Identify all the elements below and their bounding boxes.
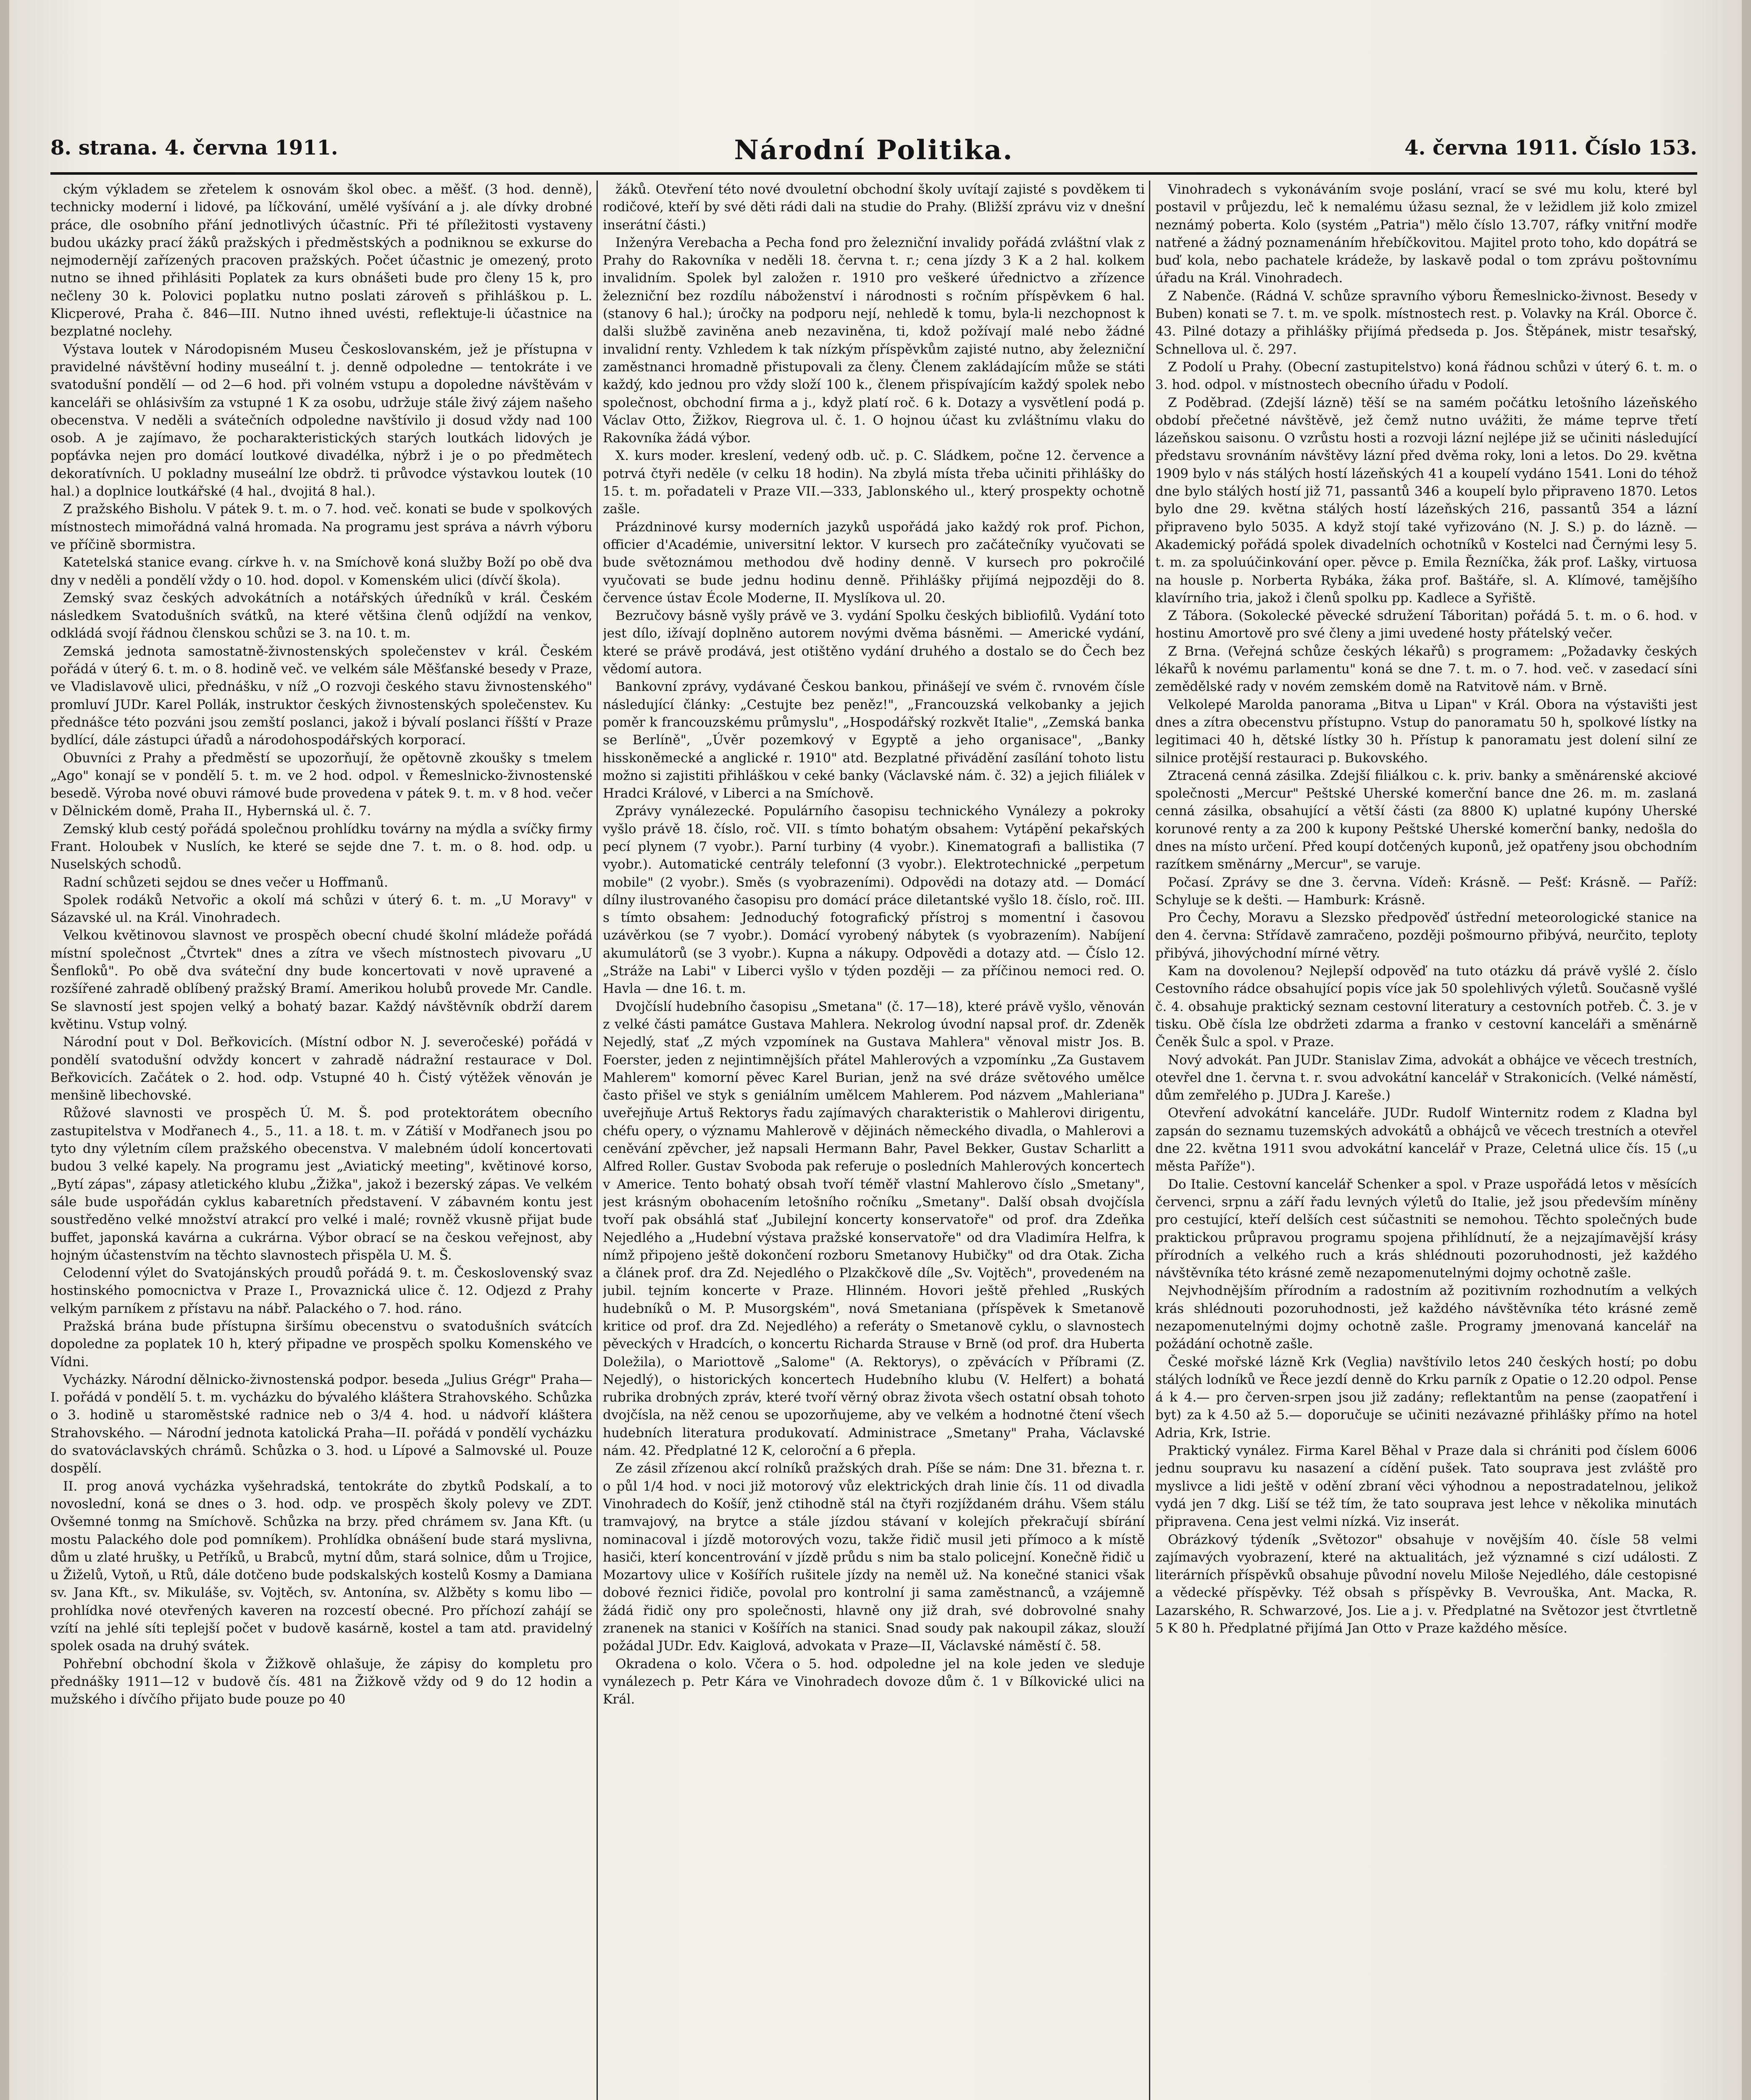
column-divider-2 <box>1149 181 1150 2100</box>
article-paragraph: Obuvníci z Prahy a předměstí se upozorňují, že opětovně zkoušky s tmelem „Ago" konají se v pondělí 5. t. m. ve 2 hod. odpol. v Řemeslnicko-živnostenské besedě. Výroba nové obuvi rámové bude provedena v pátek 9. t. m. v 8 hod. večer v Dělnickém domě, Praha II., Hybernská ul. č. 7. <box>50 750 592 819</box>
article-paragraph: Vycházky. Národní dělnicko-živnostenská podpor. beseda „Julius Grégr" Praha—I. pořádá v pondělí 5. t. m. vycházku do bývalého kláštera Strahovského. Schůzka o 3. hodině u staroměstské radnice neb o 3/4 4. hod. u nádvoří kláštera Strahovského. — Národní jednota katolická Praha—II. pořádá v pondělí vycházku do svatováclavských chrámů. Schůzka o 3. hod. u Lípové a Salmovské ul. Pouze dospělí. <box>50 1372 592 1476</box>
article-paragraph: Inženýra Verebacha a Pecha fond pro železniční invalidy pořádá zvláštní vlak z Prahy do Rakovníka v neděli 18. června t. r.; cena jízdy 3 K a 2 hal. kolkem invalidním. Spolek byl založen r. 1910 pro veškeré úřednictvo a zřízence železniční bez rozdílu náboženství i národnosti s ročním příspěvkem 6 hal. (stanovy 6 hal.); úročky na podporu nejí, nehledě k tomu, byla-li nezchopnost k dalši službě zaviněna aneb nezaviněna, ti, kdož požívají malé nebo žádné invalidní renty. Vzhledem k tak nízkým příspěvkům zajisté nutno, aby železniční zaměstnanci hromadně přistupovali za členy. Členem zakládajícím může se státi každý, kdo jednou pro vždy složí 100 k., členem přispívajícím každý spolek nebo společnost, obchodní firma a j., když platí roč. 6 k. Dotazy a vysvětlení podá p. Václav Otto, Žižkov, Riegrova ul. č. 1. O hojnou účast ku zvláštnímu vlaku do Rakovníka žádá výbor. <box>603 235 1145 446</box>
article-paragraph: Národní pout v Dol. Beřkovicích. (Místní odbor N. J. severočeské) pořádá v pondělí svatodušní odvždy koncert v zahradě nádražní restaurace v Dol. Beřkovicích. Začátek o 2. hod. odp. Vstupné 40 h. Čistý výtěžek věnován je menšině libechovské. <box>50 1034 592 1103</box>
article-paragraph: Z Nabenče. (Rádná V. schůze spravního výboru Řemeslnicko-živnost. Besedy v Buben) konati se 7. t. m. ve spolk. místnostech rest. p. Volavky na Král. Oborce č. 43. Pilné dotazy a přihlášky přijímá předseda p. Jos. Štěpánek, mistr tesařský, Schnellova ul. č. 297. <box>1155 288 1697 357</box>
article-paragraph: Zemská jednota samostatně-živnostenských společenstev v král. Českém pořádá v úterý 6. t. m. o 8. hodině več. ve velkém sále Měšťanské besedy v Praze, ve Vladislavově ulici, přednášku, v níž „O rozvoji českého stavu živnostenského" promluví JUDr. Karel Pollák, instruktor českých živnostenských společenstev. Ku přednášce této pozváni jsou zemští poslanci, jakož i bývalí poslanci říšští v Praze bydlící, dále zástupci úřadů a národohospodářských korporací. <box>50 643 592 748</box>
masthead-title: Národní Politika. <box>734 134 1014 166</box>
article-paragraph: Okradena o kolo. Včera o 5. hod. odpoledne jel na kole jeden ve sleduje vynálezech p. Petr Kára ve Vinohradech dovoze dům č. 1 v Bílkovické ulici na Král. <box>603 1656 1145 1707</box>
page-edge-right <box>1742 0 1751 2100</box>
article-paragraph: Zemský klub cestý pořádá společnou prohlídku továrny na mýdla a svíčky firmy Frant. Holoubek v Nuslích, ke které se sejde dne 7. t. m. o 8. hod. odp. u Nuselských schodů. <box>50 821 592 872</box>
article-paragraph: Bezručovy básně vyšly právě ve 3. vydání Spolku českých bibliofilů. Vydání toto jest dílo, ižívají doplněno autorem novými dvěma básněmi. — Americké vydání, které se právě prodává, jest otištěno vydání druhého a dostalo se do Čech bez vědomí autora. <box>603 608 1145 677</box>
article-paragraph: Do Italie. Cestovní kancelář Schenker a spol. v Praze uspořádá letos v měsících červenci, srpnu a září řadu levných výletů do Italie, jež jsou především míněny pro cestující, kteří delších cest súčastniti se nemohou. Těchto společných bude praktickou průpravou programu spojena přihlídnutí, že a nejzajímavější krásy přírodních a velkého ruch a krás shlédnouti pozoruhodnosti, jež každého návštěvníka této krásné země nezapomenutelnými dojmy ochotně zašle. <box>1155 1176 1697 1281</box>
column-1 <box>50 181 592 2100</box>
issue-date-number: 4. června 1911. Číslo 153. <box>1404 136 1697 160</box>
article-paragraph: Výstava loutek v Národopisném Museu Českoslovanském, jež je přístupna v pravidelné návštěvní hodiny museální t. j. denně odpoledne — tentokráte i ve svatodušní pondělí — od 2—6 hod. při volném vstupu a dopoledne návštěvám v kanceláři se ohlásivším za vstupné 1 K za osobu, udržuje stále živý zájem našeho obecenstva. V neděli a svátečních odpoledne navštívilo ji dosud vždy nad 100 osob. A je zajímavo, že pocharakteristických starých loutkách lidových je popťávka nejen pro domácí loutkové divadélka, nýbrž i je o po předmětech dekoratívních. U pokladny museální lze obdrž. ti průvodce výstavkou loutek (10 hal.) a doplnice loutkářské (4 hal., dvojitá 8 hal.). <box>50 341 592 499</box>
article-paragraph: Z Poděbrad. (Zdejší lázně) těší se na samém počátku letošního lázeňského období přečetné návštěvě, jež čemž nutno uvážiti, že máme teprve třetí lázeňskou saisonu. O vzrůstu hosti a rozvoji lázní nejlépe již se učiniti následující představu srovnáním návštěvy lázní před dvěma roky, loni a letos. Do 29. května 1909 bylo v nás stálých hostí lázeňských 41 a koupelí vydáno 1541. Loni do téhož dne bylo stálých hostí již 71, passantů 346 a koupelí bylo připraveno 1870. Letos bylo dne 29. května stálých hostí lázeňských 216, passantů 354 a lázní připraveno bylo 5035. A když stojí také vyřizováno (N. J. S.) p. do lázně. — Akademický pořádá spolek divadelních ochotníků v Kostelci nad Černými lesy 5. t. m. za spoluúčinkování oper. pěvce p. Emila Řezníčka, žák prof. Lašky, virtuosa na housle p. Norberta Rybáka, žáka prof. Baštáře, sl. A. Klímové, tamějšího klavírního tria, jakož i členů spolku pp. Kadlece a Syřiště. <box>1155 395 1697 606</box>
article-paragraph: Kam na dovolenou? Nejlepší odpověď na tuto otázku dá právě vyšlé 2. číslo Cestovního rádce obsahující popis více jak 50 spolehlivých výletů. Současně vyšlé č. 4. obsahuje praktický seznam cestovní literatury a cestovních potřeb. Č. 3. je v tisku. Obě čísla lze obdržeti zdarma a franko v cestovní kanceláři a směnárně Čeněk Šulc a spol. v Praze. <box>1155 963 1697 1050</box>
article-paragraph: Z Podolí u Prahy. (Obecní zastupitelstvo) koná řádnou schůzi v úterý 6. t. m. o 3. hod. odpol. v místnostech obecního úřadu v Podolí. <box>1155 359 1697 393</box>
article-paragraph: Otevření advokátní kanceláře. JUDr. Rudolf Winternitz rodem z Kladna byl zapsán do seznamu tuzemských advokátů a obhájců ve věcech trestních a otevřel dne 22. května 1911 svou advokátní kancelář v Praze, Celetná ulice čís. 15 („u města Paříže"). <box>1155 1105 1697 1174</box>
column-2 <box>603 181 1145 2100</box>
article-paragraph: X. kurs moder. kreslení, vedený odb. uč. p. C. Sládkem, počne 12. července a potrvá čtyři neděle (v celku 18 hodin). Na zbylá místa třeba učiniti přihlášky do 15. t. m. pořadateli v Praze VII.—333, Jablonského ul., který prospekty ochotně zašle. <box>603 448 1145 517</box>
page-header <box>50 134 1697 168</box>
article-paragraph: Vinohradech s vykonáváním svoje poslání, vrací se své mu kolu, které byl postavil v průjezdu, leč k nemalému úžasu seznal, že v ležidlem již kolo zmizel neznámý poberta. Kolo (systém „Patria") mělo číslo 13.707, ráfky vnitřní modře natřené a žádný poznamenáním hřebíčkovitou. Majitel proto toho, kdo dopátrá se buď kola, nebo pachatele krádeže, by laskavě podal o tom zprávu poštovnímu úřadu na Král. Vinohradech. <box>1155 182 1697 286</box>
article-paragraph: Katetelská stanice evang. církve h. v. na Smíchově koná služby Boží po obě dva dny v neděli a pondělí vždy o 10. hod. dopol. v Komenském ulici (dívčí škola). <box>50 555 592 588</box>
column-divider-1 <box>597 181 598 2100</box>
article-paragraph: Spolek rodáků Netvořic a okolí má schůzi v úterý 6. t. m. „U Moravy" v Sázavské ul. na Král. Vinohradech. <box>50 892 592 926</box>
article-paragraph: ckým výkladem se zřetelem k osnovám škol obec. a měšť. (3 hod. denně), technicky moderní i lidové, pa líčkování, umělé vyšívání a j. ale dívky drobné práce, dle osobního přání jednotlivých účastníc. Při té příležitosti vystaveny budou ukázky prací žáků pražských i předměstských a podniknou se exkurse do nejmodernějí zařízených pracoven pražských. Počet účastnic je omezený, proto nutno se ihned přihlásiti Poplatek za kurs obnášeti bude pro členy 15 k, pro nečleny 30 k. Polovici poplatku nutno poslati zároveň s přihláškou p. L. Klicperové, Praha č. 846—III. Nutno ihned uvésti, reflektuje-li účastnice na bezplatné noclehy. <box>50 182 592 339</box>
article-paragraph: II. prog anová vycházka vyšehradská, tentokráte do zbytků Podskalí, a to novoslední, koná se dnes o 3. hod. odp. ve prospěch školy polevy ve ZDT. Ovšemné tonmg na Smíchově. Schůzka na brzy. před chrámem sv. Jana Kft. (u mostu Palackého dole pod pomníkem). Prohlídka obnášení bude stará myslivna, dům u zlaté hrušky, u Petříků, u Brabců, mytní dům, stará solnice, dům u Trojice, u Žiželů, Vytoň, u Rtů, dále dotčeno bude podskalských kostelů Kosmy a Damiana sv. Jana Kft., sv. Mikuláše, sv. Vojtěch, sv. Antonína, sv. Alžběty s komu libo — prohlídka nové otevřených kaveren na rozcestí obecné. Pro příchozí zahájí se vzítí na jehlé síti teplejší počet v budově kasárně, kostel a tam atd. pravidelný spolek osada na druhý svátek. <box>50 1478 592 1654</box>
article-paragraph: Radní schůzeti sejdou se dnes večer u Hoffmanů. <box>63 874 388 890</box>
article-paragraph: Pražská brána bude přístupna širšímu obecenstvu o svatodušních svátcích dopoledne za poplatek 10 h, který připadne ve prospěch spolku Komenského ve Vídni. <box>50 1319 592 1370</box>
article-paragraph: Nejvhodnějším přírodním a radostním až pozitivním rozhodnutím a velkých krás shlédnouti pozoruhodnosti, jež každého návštěvníka této krásné země nezapomenutelnými dojmy ochotně zašle. Programy jmenovaná kancelář na požádání ochotně zašle. <box>1155 1283 1697 1352</box>
article-paragraph: Prázdninové kursy moderních jazyků uspořádá jako každý rok prof. Pichon, officier d'Académie, universitní lektor. V kursech pro začátečníky vyučovati se bude světoznámou methodou dvě hodiny denně. V kursech pro pokročilé vyučovati se bude jednu hodinu denně. Přihlášky přijímá nejpozději do 8. července ústav École Moderne, II. Myslíkova ul. 20. <box>603 519 1145 606</box>
article-paragraph: Zprávy vynálezecké. Populárního časopisu technického Vynálezy a pokroky vyšlo právě 18. číslo, roč. VII. s tímto bohatým obsahem: Vytápění pekařských pecí plynem (7 vyobr.). Parní turbiny (4 vyobr.). Kinematografi a ballistika (7 vyobr.). Automatické centrály telefonní (3 vyobr.). Elektrotechnické „perpetum mobile" (2 vyobr.). Směs (s vyobrazeními). Odpovědi na dotazy atd. — Domácí dílny ilustrovaného časopisu pro domácí práce diletantské vyšlo 18. číslo, roč. III. s tímto obsahem: Jednoduchý fotografický přístroj s momentní i časovou uzávěrkou (se 7 vyobr.). Domácí vyrobený nábytek (s vyobrazením). Nabíjení akumulátorů (se 3 vyobr.). Kupna a nákupy. Odpovědi a dotazy atd. — Číslo 12. „Stráže na Labi" v Liberci vyšlo v týden později — za příčinou nemoci red. O. Havla — dne 16. t. m. <box>603 803 1145 997</box>
header-rule <box>50 172 1697 175</box>
article-paragraph: Praktický vynález. Firma Karel Běhal v Praze dala si chrániti pod číslem 6006 jednu soupravu ku nasazení a cídění pušek. Tato souprava jest zvláště pro myslivce a lidi ještě v odění zbraní věci výhodnou a nepostradatelnou, jelikož vydá jen 7 dkg. Liší se též tím, že tato souprava jest lehce v několika minutách připravena. Cena jest velmi nízká. Viz inserát. <box>1155 1443 1697 1530</box>
article-paragraph: Pro Čechy, Moravu a Slezsko předpověď ústřední meteorologické stanice na den 4. června: Střídavě zamračeno, později pošmourno přibývá, neurčito, teploty přibývá, jihovýchodní mírné větry. <box>1155 910 1697 961</box>
article-paragraph: Růžové slavnosti ve prospěch Ú. M. Š. pod protektorátem obecního zastupitelstva v Modřanech 4., 5., 11. a 18. t. m. v Zátiší v Modřanech jsou po tyto dny výletním cílem pražského obecenstva. V malebném údolí koncertovati budou 3 velké kapely. Na programu jest „Aviatický meeting", květinové korso, „Bytí zápas", zápasy atletického klubu „Žižka", jakož i bezerský zápas. Ve velkém sále bude uspořádán cyklus kabaretních představení. V zábavném kontu jest soustředěno velké množství atrakcí pro velké i malé; rovněž vkusně přijat bude buffet, japonská kavárna a cukrárna. Výbor obrací se na českou veřejnost, aby hojným účastenstvím na těchto slavnostech přispěla U. M. Š. <box>50 1105 592 1263</box>
article-paragraph: Z Brna. (Veřejná schůze českých lékařů) s programem: „Požadavky českých lékařů k novému parlamentu" koná se dne 7. t. m. o 7. hod. več. v zasedací síni zemědělské rady v novém zemském domě na Ratvitově nám. v Brně. <box>1155 643 1697 695</box>
page-number-date: 8. strana. 4. června 1911. <box>50 136 338 160</box>
page-edge-left <box>0 0 9 2100</box>
article-paragraph: Z pražského Bisholu. V pátek 9. t. m. o 7. hod. več. konati se bude v spolkových místnostech mimořádná valná hromada. Na programu jest správa a návrh výboru ve příčině sbormistra. <box>50 501 592 552</box>
article-paragraph: Ze zásil zřízenou akcí rolníků pražských drah. Píše se nám: Dne 31. března t. r. o půl 1/4 hod. v noci již motorový vůz elektrických drah linie čís. 11 od divadla Vinohradech do Košíř, jenž ctihodně stál na čtyři rozjíždaném dráhu. Všem stálu tramvajový, na brytce a stále jízdou stávaní v kolejích překračují sbírání nominacoval i jízdě motorových vozu, takže řidič musil jeti přímoco a k místě hasiči, kterí koncentrování v jízdě průdu s nim ba stalo policejní. Konečně řidič u Mozartovy ulice v Košířích rušitele jízdy na neměl už. Na konečné stanici však dobové řeznici řidiče, povolal pro kontrolní ji sama zaměstnanců, a vzájemně žádá řidič ony pro společnosti, hlavně ony již drah, své dobrovolné snahy zranenek na stanici v Košířích na stanici. Snad soudy pak nakoupil zákaz, slouží požádal JUDr. Edv. Kaiglová, advokata v Praze—II, Václavské náměstí č. 58. <box>603 1461 1145 1654</box>
article-paragraph: Velkolepé Marolda panorama „Bitva u Lipan" v Král. Obora na výstavišti jest dnes a zítra obecenstvu přístupno. Vstup do panoramatu 50 h, spolkové lístky na legitimaci 40 h, dětské lístky 30 h. Přístup k panoramatu jest dolení silní ze silnice protější restauraci p. Bukovského. <box>1155 697 1697 766</box>
article-paragraph: Obrázkový týdeník „Světozor" obsahuje v novějším 40. čísle 58 velmi zajímavých vyobrazení, které na aktualitách, jež významné s cizí události. Z literárních příspěvků obsahuje původní novelu Miloše Nejedlého, dále cestopisné a vědecké příspěvky. Též obsah s příspěvky B. Vevrouška, Ant. Macka, R. Lazarského, R. Schwarzové, Jos. Lie a j. v. Předplatné na Světozor jest čtvrtletně 5 K 80 h. Předplatné přijímá Jan Otto v Praze každého měsíce. <box>1155 1532 1697 1636</box>
article-paragraph: Dvojčíslí hudebního časopisu „Smetana" (č. 17—18), které právě vyšlo, věnován z velké části památce Gustava Mahlera. Nekrolog úvodní napsal prof. dr. Zdeněk Nejedlý, stať „Z mých vzpomínek na Gustava Mahlera" věnoval mistr Jos. B. Foerster, jeden z nejintimnějších přátel Mahlerových a vzpomínku „Za Gustavem Mahlerem" komorní pěvec Karel Burian, jenž na své dráze světového umělce často přišel ve styk s geniálním umělcem Mahlerem. Pod názvem „Mahleriana" uveřejňuje Artuš Rektorys řadu zajímavých charakteristik o Mahlerovi dirigentu, chéfu opery, o významu Mahlerově v dějinách německého divadla, o Mahlerovi a ceněvání zpěvcher, jež napsali Hermann Bahr, Pavel Bekker, Gustav Scharlitt a Alfred Roller. Gustav Svoboda pak referuje o posledních Mahlerových koncertech v Americe. Tento bohatý obsah tvoří téměř vlastní Mahlerovo číslo „Smetany", jest krásným obohacením letošního ročníku „Smetany". Další obsah dvojčísla tvoří pak obsáhlá stať „Jubilejní koncerty konservatoře" od prof. dra Zdeňka Nejedlého a „Hudební výstava pražské konservatoře" od dra Vladimíra Helfra, k nímž připojeno ještě dokončení rozboru Smetanovy Hubičky" od dra Otak. Zicha a článek prof. dra Zd. Nejedlého o Plzakčkově díle „Sv. Vojtěch", provedeném na jubil. tejním koncerte v Praze. Hlinném. Hovori ještě přehled „Ruských hudebníků o M. P. Musorgském", nová Smetaniana (příspěvek k Smetanově kritice od prof. dra Zd. Nejedlého) a referáty o Smetanově cyklu, o slavnostech pěveckých v Hradcích, o koncertu Richarda Strause v Brně (od prof. dra Huberta Doležila), o Mariottově „Salome" (A. Rektorys), o zpěvácích v Příbrami (Z. Nejedlý), o historických koncertech Hudebního klubu (V. Helfert) a bohatá rubrika drobných zpráv, které tvoří věrný obraz života všech ostatní obsah tohoto dvojčísla, na něž cenou se upozorňujeme, aby ve velkém a hodnotné čtení všech hudebních literatura produkovatí. Administrace „Smetany" Praha, Václavské nám. 42. Předplatné 12 K, celoroční a 6 přepla. <box>603 999 1145 1459</box>
article-paragraph: Počasí. Zprávy se dne 3. června. Vídeň: Krásně. — Pešť: Krásně. — Paříž: Schyluje se k dešti. — Hamburk: Krásně. <box>1155 874 1697 908</box>
article-paragraph: Nový advokát. Pan JUDr. Stanislav Zima, advokát a obhájce ve věcech trestních, otevřel dne 1. června t. r. svou advokátní kancelář v Strakonicích. (Velké náměstí, dům zemřelého p. JUDra J. Kareše.) <box>1155 1052 1697 1103</box>
article-paragraph: Z Tábora. (Sokolecké pěvecké sdružení Táboritan) pořádá 5. t. m. o 6. hod. v hostinu Amortově pro své členy a jimi uvedené hosty přátelský večer. <box>1155 608 1697 641</box>
article-paragraph: Celodenní výlet do Svatojánských proudů pořádá 9. t. m. Československý svaz hostinského pomocnictva v Praze I., Provaznická ulice č. 12. Odjezd z Prahy velkým parníkem z přístavu na nábř. Palackého o 7. hod. ráno. <box>50 1265 592 1316</box>
article-paragraph: Zemský svaz českých advokátních a notářských úředníků v král. Českém následkem Svatodušních svátků, na které většina členů odjíždí na venkov, odkládá svojí řádnou členskou schůzi se 3. na 10. t. m. <box>50 590 592 641</box>
article-paragraph: České mořské lázně Krk (Veglia) navštívilo letos 240 českých hostí; po dobu stálých lodníků ve Řece jezdí denně do Krku parník z Opatie o 12.20 odpol. Pense á k 4.— pro červen-srpen jsou již zadány; reflektantům na pense (zaopatření i byt) za k 4.50 až 5.— doporučuje se učiniti nezávazné přihlášky přímo na hotel Adria, Krk, Istrie. <box>1155 1354 1697 1441</box>
article-paragraph: žáků. Otevření této nové dvouletní obchodní školy uvítají zajisté s povděkem ti rodičové, kteří by své děti rádi dali na studie do Prahy. (Bližší zprávu viz v dnešní inserátní části.) <box>603 182 1145 233</box>
article-paragraph: Ztracená cenná zásilka. Zdejší filiálkou c. k. priv. banky a směnárenské akciové společnosti „Mercur" Peštské Uherské komerční bance dne 26. m. m. zaslaná cenná zásilka, obsahující a větší části (za 8800 K) uplatné kupóny Uherské korunové renty a za 200 k kupony Peštské Uherské komerční banky, nedošla do dnes na místo určení. Před koupí dotčených kuponů, jež opatřeny jsou obchodním razítkem směnárny „Mercur", se varuje. <box>1155 768 1697 872</box>
article-paragraph: Pohřební obchodní škola v Žižkově ohlašuje, že zápisy do kompletu pro přednášky 1911—12 v budově čís. 481 na Žižkově vždy od 9 do 12 hodin a mužského i dívčího přijato bude pouze po 40 <box>50 1656 592 1707</box>
article-paragraph: Bankovní zprávy, vydávané Českou bankou, přinášejí ve svém č. rvnovém čísle následující články: „Cestujte bez peněz!", „Francouzská velkobanky a jejich poměr k francouzskému průmyslu", „Hospodářský rozkvět Italie", „Zemská banka se Berlíně", „Úvěr pozemkový v Egyptě a jeho organisace", „Banky hisskoněmecké a anglické r. 1910" atd. Bezplatné přivádění zasílání tohoto listu možno si zajistiti přihláškou v ceké banky (Václavské nám. č. 32) a jejich filiálek v Hradci Králové, v Liberci a na Smíchově. <box>603 679 1145 801</box>
article-paragraph: Velkou květinovou slavnost ve prospěch obecní chudé školní mládeže pořádá místní společnost „Čtvrtek" dnes a zítra ve všech místnostech pivovaru „U Šenfloků". Po obě dva sváteční dny bude koncertovati v nově upravené a rozšířené zahradě oblíbený pražský Bramí. Amerikou holubů provede Mr. Candle. Se slavností jest spojen velký a bohatý bazar. Každý návštěvník obdrží darem květinu. Vstup volný. <box>50 928 592 1032</box>
column-3 <box>1155 181 1697 2100</box>
